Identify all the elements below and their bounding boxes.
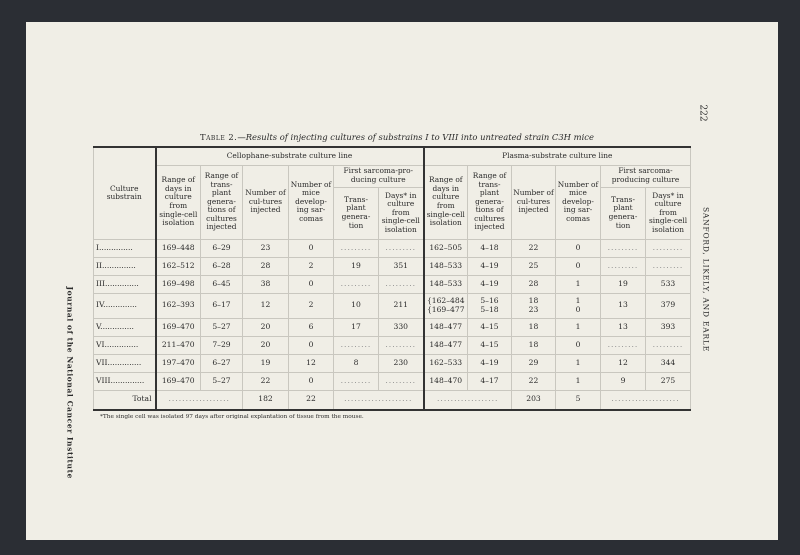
table-row (94, 372, 691, 390)
c-cell-4: 8 (334, 354, 379, 372)
c-cell-3: 0 (289, 275, 334, 293)
c-cell-0: 197–470 (156, 354, 201, 372)
empty-cell: .................. (424, 390, 512, 410)
c-cell-1: 7–29 (201, 336, 243, 354)
table-row (94, 275, 691, 293)
substrain-cell: III.............. (94, 275, 156, 293)
c-cell-2: 12 (243, 293, 289, 318)
p-cell-1: 4–18 (468, 239, 512, 257)
total-c-cultures: 182 (243, 390, 289, 410)
p-cell-1: 4–15 (468, 336, 512, 354)
c-cell-0: 211–470 (156, 336, 201, 354)
p-cell-3: 1 (556, 372, 601, 390)
p-cell-5: 379 (646, 293, 691, 318)
c-cell-0: 169–470 (156, 318, 201, 336)
c-cell-4: ......... (334, 372, 379, 390)
p-cell-1: 4–19 (468, 257, 512, 275)
header-p-range-gen: Range of trans-plant genera-tions of cultures injected (468, 165, 512, 239)
total-row (94, 390, 691, 410)
substrain-cell: V.............. (94, 318, 156, 336)
c-cell-3: 0 (289, 239, 334, 257)
substrain-cell: IV.............. (94, 293, 156, 318)
running-head-journal: Journal of the National Cancer Institute (65, 286, 75, 480)
p-cell-5: 393 (646, 318, 691, 336)
c-cell-1: 6–27 (201, 354, 243, 372)
header-plasma: Plasma-substrate culture line (424, 147, 691, 165)
p-cell-1: 4–15 (468, 318, 512, 336)
c-cell-0: 162–393 (156, 293, 201, 318)
p-cell-4: ......... (601, 336, 646, 354)
p-cell-3: 1 (556, 354, 601, 372)
p-cell-0: 148–533 (424, 275, 468, 293)
c-cell-4: ......... (334, 336, 379, 354)
c-cell-5: 330 (379, 318, 424, 336)
p-cell-5: 344 (646, 354, 691, 372)
results-table (93, 146, 691, 411)
p-cell-3: 1 (556, 318, 601, 336)
c-cell-4: 10 (334, 293, 379, 318)
c-cell-5: ......... (379, 336, 424, 354)
header-p-num-cultures: Number of cul-tures injected (512, 165, 556, 239)
table-row (94, 318, 691, 336)
empty-cell: .................... (601, 390, 691, 410)
c-cell-0: 169–470 (156, 372, 201, 390)
p-cell-3: 0 (556, 257, 601, 275)
table-row (94, 354, 691, 372)
p-cell-0: {162–484 {169–477 (424, 293, 468, 318)
p-cell-2: 29 (512, 354, 556, 372)
p-cell-3: 1 0 (556, 293, 601, 318)
p-cell-0: 148–533 (424, 257, 468, 275)
total-c-mice: 22 (289, 390, 334, 410)
p-cell-4: 9 (601, 372, 646, 390)
p-cell-2: 18 23 (512, 293, 556, 318)
p-cell-2: 28 (512, 275, 556, 293)
p-cell-2: 18 (512, 318, 556, 336)
footnote: *The single cell was isolated 97 days after original explantation of tissue from the mouse. (100, 414, 364, 420)
p-cell-0: 162–505 (424, 239, 468, 257)
p-cell-4: ......... (601, 257, 646, 275)
p-cell-3: 0 (556, 336, 601, 354)
c-cell-5: ......... (379, 275, 424, 293)
p-cell-0: 148–470 (424, 372, 468, 390)
header-p-days: Days* in culture from single-cell isolation (646, 187, 691, 239)
page-number: 222 (697, 104, 708, 122)
c-cell-4: ......... (334, 239, 379, 257)
p-cell-0: 162–533 (424, 354, 468, 372)
c-cell-5: ......... (379, 239, 424, 257)
p-cell-1: 5–16 5–18 (468, 293, 512, 318)
c-cell-0: 169–498 (156, 275, 201, 293)
total-label: Total (94, 390, 156, 410)
c-cell-4: 17 (334, 318, 379, 336)
table-row (94, 239, 691, 257)
header-c-range-days: Range of days in culture from single-cell isolation (156, 165, 201, 239)
p-cell-2: 25 (512, 257, 556, 275)
p-cell-5: 533 (646, 275, 691, 293)
c-cell-5: 230 (379, 354, 424, 372)
c-cell-3: 6 (289, 318, 334, 336)
header-c-trans-gen: Trans-plant genera-tion (334, 187, 379, 239)
substrain-cell: VI.............. (94, 336, 156, 354)
header-c-first-sarcoma: First sarcoma-pro-ducing culture (334, 165, 424, 187)
c-cell-3: 2 (289, 293, 334, 318)
p-cell-1: 4–19 (468, 354, 512, 372)
p-cell-5: ......... (646, 336, 691, 354)
header-cellophane: Cellophane-substrate culture line (156, 147, 424, 165)
header-c-range-gen: Range of trans-plant genera-tions of cultures injected (201, 165, 243, 239)
header-p-trans-gen: Trans-plant genera-tion (601, 187, 646, 239)
header-p-num-mice: Number of mice develop-ing sar-comas (556, 165, 601, 239)
p-cell-5: ......... (646, 257, 691, 275)
header-substrain: Culture substrain (94, 147, 156, 239)
total-p-mice: 5 (556, 390, 601, 410)
substrain-cell: VIII.............. (94, 372, 156, 390)
table-title (200, 132, 594, 142)
c-cell-1: 5–27 (201, 318, 243, 336)
c-cell-2: 20 (243, 336, 289, 354)
c-cell-5: ......... (379, 372, 424, 390)
c-cell-1: 5–27 (201, 372, 243, 390)
c-cell-1: 6–29 (201, 239, 243, 257)
running-head-authors: SANFORD, LIKELY, AND EARLE (701, 206, 711, 353)
total-p-cultures: 203 (512, 390, 556, 410)
header-p-first-sarcoma: First sarcoma-producing culture (601, 165, 691, 187)
header-p-range-days: Range of days in culture from single-cell isolation (424, 165, 468, 239)
p-cell-0: 148–477 (424, 336, 468, 354)
header-c-num-mice: Number of mice develop-ing sar-comas (289, 165, 334, 239)
table-row (94, 336, 691, 354)
c-cell-1: 6–45 (201, 275, 243, 293)
p-cell-2: 22 (512, 239, 556, 257)
p-cell-4: 12 (601, 354, 646, 372)
c-cell-4: ......... (334, 275, 379, 293)
c-cell-2: 20 (243, 318, 289, 336)
empty-cell: .................... (334, 390, 424, 410)
p-cell-2: 18 (512, 336, 556, 354)
c-cell-2: 23 (243, 239, 289, 257)
c-cell-3: 2 (289, 257, 334, 275)
p-cell-4: 19 (601, 275, 646, 293)
p-cell-3: 1 (556, 275, 601, 293)
c-cell-3: 12 (289, 354, 334, 372)
substrain-cell: I.............. (94, 239, 156, 257)
header-c-num-cultures: Number of cul-tures injected (243, 165, 289, 239)
empty-cell: .................. (156, 390, 243, 410)
table-caption: —Results of injecting cultures of substrains I to VIII into untreated strain C3H mice (237, 132, 594, 142)
c-cell-3: 0 (289, 336, 334, 354)
p-cell-3: 0 (556, 239, 601, 257)
c-cell-0: 162–512 (156, 257, 201, 275)
c-cell-5: 211 (379, 293, 424, 318)
table-row (94, 293, 691, 318)
c-cell-2: 38 (243, 275, 289, 293)
c-cell-0: 169–448 (156, 239, 201, 257)
c-cell-2: 22 (243, 372, 289, 390)
table-row (94, 257, 691, 275)
p-cell-2: 22 (512, 372, 556, 390)
p-cell-0: 148–477 (424, 318, 468, 336)
c-cell-2: 19 (243, 354, 289, 372)
table-label: Table 2. (200, 132, 238, 142)
p-cell-4: ......... (601, 239, 646, 257)
substrain-cell: VII.............. (94, 354, 156, 372)
c-cell-4: 19 (334, 257, 379, 275)
p-cell-4: 13 (601, 293, 646, 318)
substrain-cell: II.............. (94, 257, 156, 275)
c-cell-1: 6–17 (201, 293, 243, 318)
c-cell-2: 28 (243, 257, 289, 275)
c-cell-1: 6–28 (201, 257, 243, 275)
header-c-days: Days* in culture from single-cell isolation (379, 187, 424, 239)
p-cell-4: 13 (601, 318, 646, 336)
p-cell-1: 4–19 (468, 275, 512, 293)
c-cell-5: 351 (379, 257, 424, 275)
p-cell-5: ......... (646, 239, 691, 257)
c-cell-3: 0 (289, 372, 334, 390)
p-cell-1: 4–17 (468, 372, 512, 390)
p-cell-5: 275 (646, 372, 691, 390)
